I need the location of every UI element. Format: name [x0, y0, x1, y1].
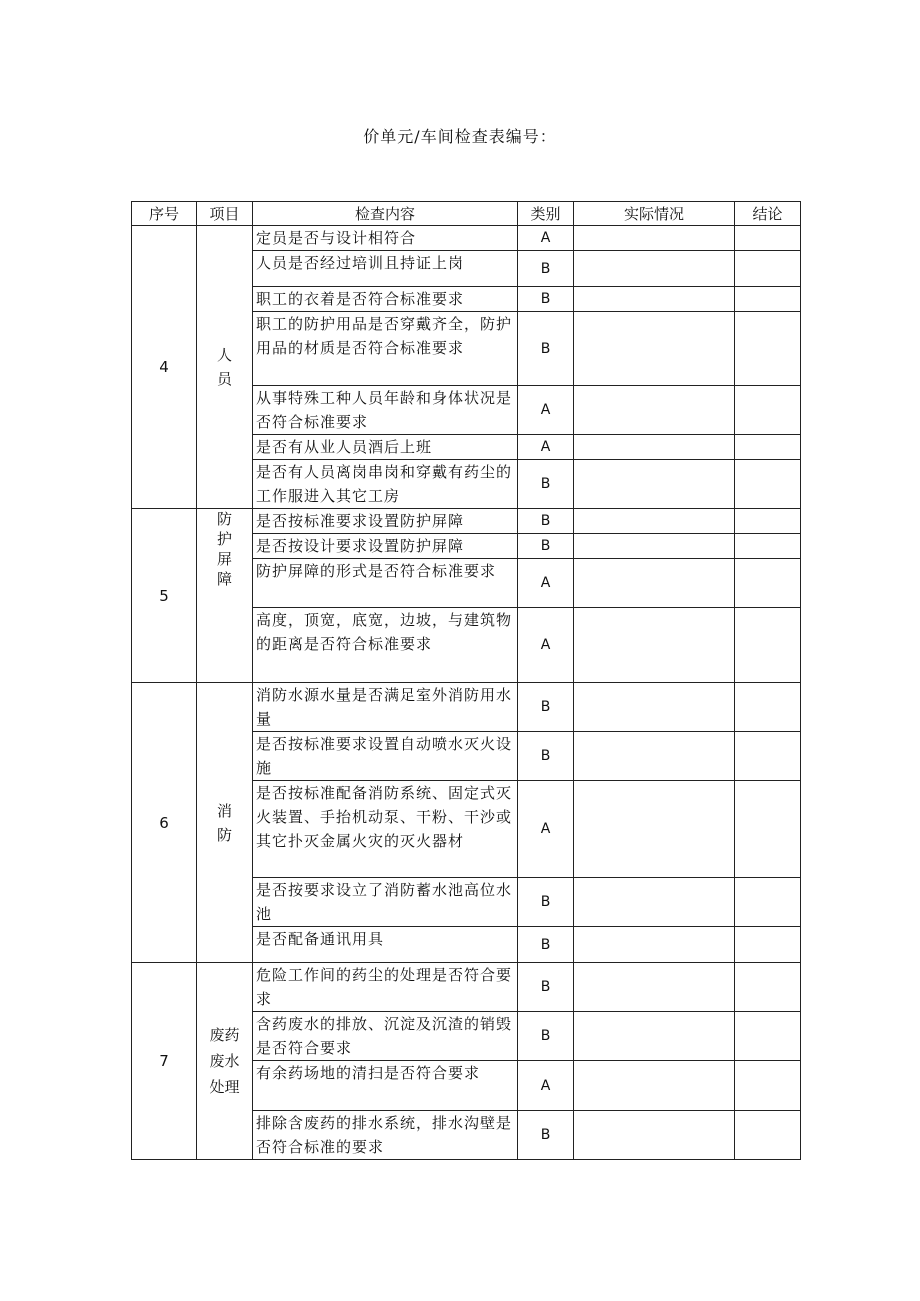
category-cell: A — [518, 781, 574, 878]
conclusion-cell[interactable] — [735, 435, 801, 460]
conclusion-cell[interactable] — [735, 963, 801, 1012]
category-cell: B — [518, 287, 574, 312]
conclusion-cell[interactable] — [735, 927, 801, 963]
category-cell: A — [518, 435, 574, 460]
content-cell: 排除含废药的排水系统，排水沟壁是否符合标准的要求 — [253, 1111, 518, 1160]
conclusion-cell[interactable] — [735, 251, 801, 287]
conclusion-cell[interactable] — [735, 509, 801, 534]
content-cell: 是否有人员离岗串岗和穿戴有药尘的工作服进入其它工房 — [253, 460, 518, 509]
seq-cell: 4 — [132, 226, 197, 509]
actual-cell[interactable] — [574, 559, 735, 608]
actual-cell[interactable] — [574, 963, 735, 1012]
category-cell: B — [518, 732, 574, 781]
category-cell: B — [518, 460, 574, 509]
conclusion-cell[interactable] — [735, 608, 801, 683]
content-cell: 定员是否与设计相符合 — [253, 226, 518, 251]
conclusion-cell[interactable] — [735, 1012, 801, 1061]
actual-cell[interactable] — [574, 435, 735, 460]
actual-cell[interactable] — [574, 312, 735, 386]
seq-cell: 5 — [132, 509, 197, 683]
content-cell: 职工的衣着是否符合标准要求 — [253, 287, 518, 312]
conclusion-cell[interactable] — [735, 559, 801, 608]
content-cell: 有余药场地的清扫是否符合要求 — [253, 1061, 518, 1111]
content-cell: 是否有从业人员酒后上班 — [253, 435, 518, 460]
content-cell: 人员是否经过培训且持证上岗 — [253, 251, 518, 287]
table-row — [132, 963, 801, 1012]
category-cell: A — [518, 608, 574, 683]
category-cell: B — [518, 312, 574, 386]
category-cell: A — [518, 226, 574, 251]
item-cell: 防护屏障 — [197, 509, 253, 683]
actual-cell[interactable] — [574, 460, 735, 509]
conclusion-cell[interactable] — [735, 386, 801, 435]
header-row — [132, 202, 801, 226]
category-cell: B — [518, 509, 574, 534]
category-cell: B — [518, 927, 574, 963]
table-row — [132, 509, 801, 534]
content-cell: 是否按标准要求设置防护屏障 — [253, 509, 518, 534]
content-cell: 从事特殊工种人员年龄和身体状况是否符合标准要求 — [253, 386, 518, 435]
conclusion-cell[interactable] — [735, 534, 801, 559]
conclusion-cell[interactable] — [735, 312, 801, 386]
category-cell: A — [518, 386, 574, 435]
category-cell: B — [518, 963, 574, 1012]
category-cell: B — [518, 251, 574, 287]
conclusion-cell[interactable] — [735, 460, 801, 509]
header-seq: 序号 — [132, 202, 197, 226]
actual-cell[interactable] — [574, 608, 735, 683]
header-content: 检查内容 — [253, 202, 518, 226]
seq-cell: 6 — [132, 683, 197, 963]
conclusion-cell[interactable] — [735, 1111, 801, 1160]
content-cell: 危险工作间的药尘的处理是否符合要求 — [253, 963, 518, 1012]
seq-cell: 7 — [132, 963, 197, 1160]
content-cell: 消防水源水量是否满足室外消防用水量 — [253, 683, 518, 732]
actual-cell[interactable] — [574, 509, 735, 534]
content-cell: 含药废水的排放、沉淀及沉渣的销毁是否符合要求 — [253, 1012, 518, 1061]
actual-cell[interactable] — [574, 927, 735, 963]
category-cell: A — [518, 1061, 574, 1111]
actual-cell[interactable] — [574, 534, 735, 559]
content-cell: 高度，顶宽，底宽，边坡，与建筑物的距离是否符合标准要求 — [253, 608, 518, 683]
actual-cell[interactable] — [574, 1012, 735, 1061]
category-cell: B — [518, 683, 574, 732]
item-cell: 消防 — [197, 683, 253, 963]
conclusion-cell[interactable] — [735, 226, 801, 251]
content-cell: 防护屏障的形式是否符合标准要求 — [253, 559, 518, 608]
content-cell: 是否按标准要求设置自动喷水灭火设施 — [253, 732, 518, 781]
actual-cell[interactable] — [574, 781, 735, 878]
header-item: 项目 — [197, 202, 253, 226]
category-cell: B — [518, 878, 574, 927]
actual-cell[interactable] — [574, 683, 735, 732]
content-cell: 是否按设计要求设置防护屏障 — [253, 534, 518, 559]
document-title: 价单元/车间检查表编号： — [363, 127, 557, 146]
actual-cell[interactable] — [574, 287, 735, 312]
item-cell: 人员 — [197, 226, 253, 509]
actual-cell[interactable] — [574, 878, 735, 927]
conclusion-cell[interactable] — [735, 1061, 801, 1111]
conclusion-cell[interactable] — [735, 878, 801, 927]
category-cell: B — [518, 1012, 574, 1061]
category-cell: A — [518, 559, 574, 608]
actual-cell[interactable] — [574, 1061, 735, 1111]
inspection-table — [131, 201, 801, 1160]
conclusion-cell[interactable] — [735, 683, 801, 732]
actual-cell[interactable] — [574, 386, 735, 435]
item-cell: 废药废水处理 — [197, 963, 253, 1160]
content-cell: 职工的防护用品是否穿戴齐全，防护用品的材质是否符合标准要求 — [253, 312, 518, 386]
actual-cell[interactable] — [574, 226, 735, 251]
conclusion-cell[interactable] — [735, 781, 801, 878]
table-row — [132, 683, 801, 732]
table-row — [132, 226, 801, 251]
header-category: 类别 — [518, 202, 574, 226]
conclusion-cell[interactable] — [735, 732, 801, 781]
content-cell: 是否按标准配备消防系统、固定式灭火装置、手抬机动泵、干粉、干沙或其它扑灭金属火灾的灭火器材 — [253, 781, 518, 878]
category-cell: B — [518, 534, 574, 559]
content-cell: 是否配备通讯用具 — [253, 927, 518, 963]
content-cell: 是否按要求设立了消防蓄水池高位水池 — [253, 878, 518, 927]
conclusion-cell[interactable] — [735, 287, 801, 312]
header-conclusion: 结论 — [735, 202, 801, 226]
actual-cell[interactable] — [574, 732, 735, 781]
actual-cell[interactable] — [574, 251, 735, 287]
category-cell: B — [518, 1111, 574, 1160]
header-actual: 实际情况 — [574, 202, 735, 226]
actual-cell[interactable] — [574, 1111, 735, 1160]
